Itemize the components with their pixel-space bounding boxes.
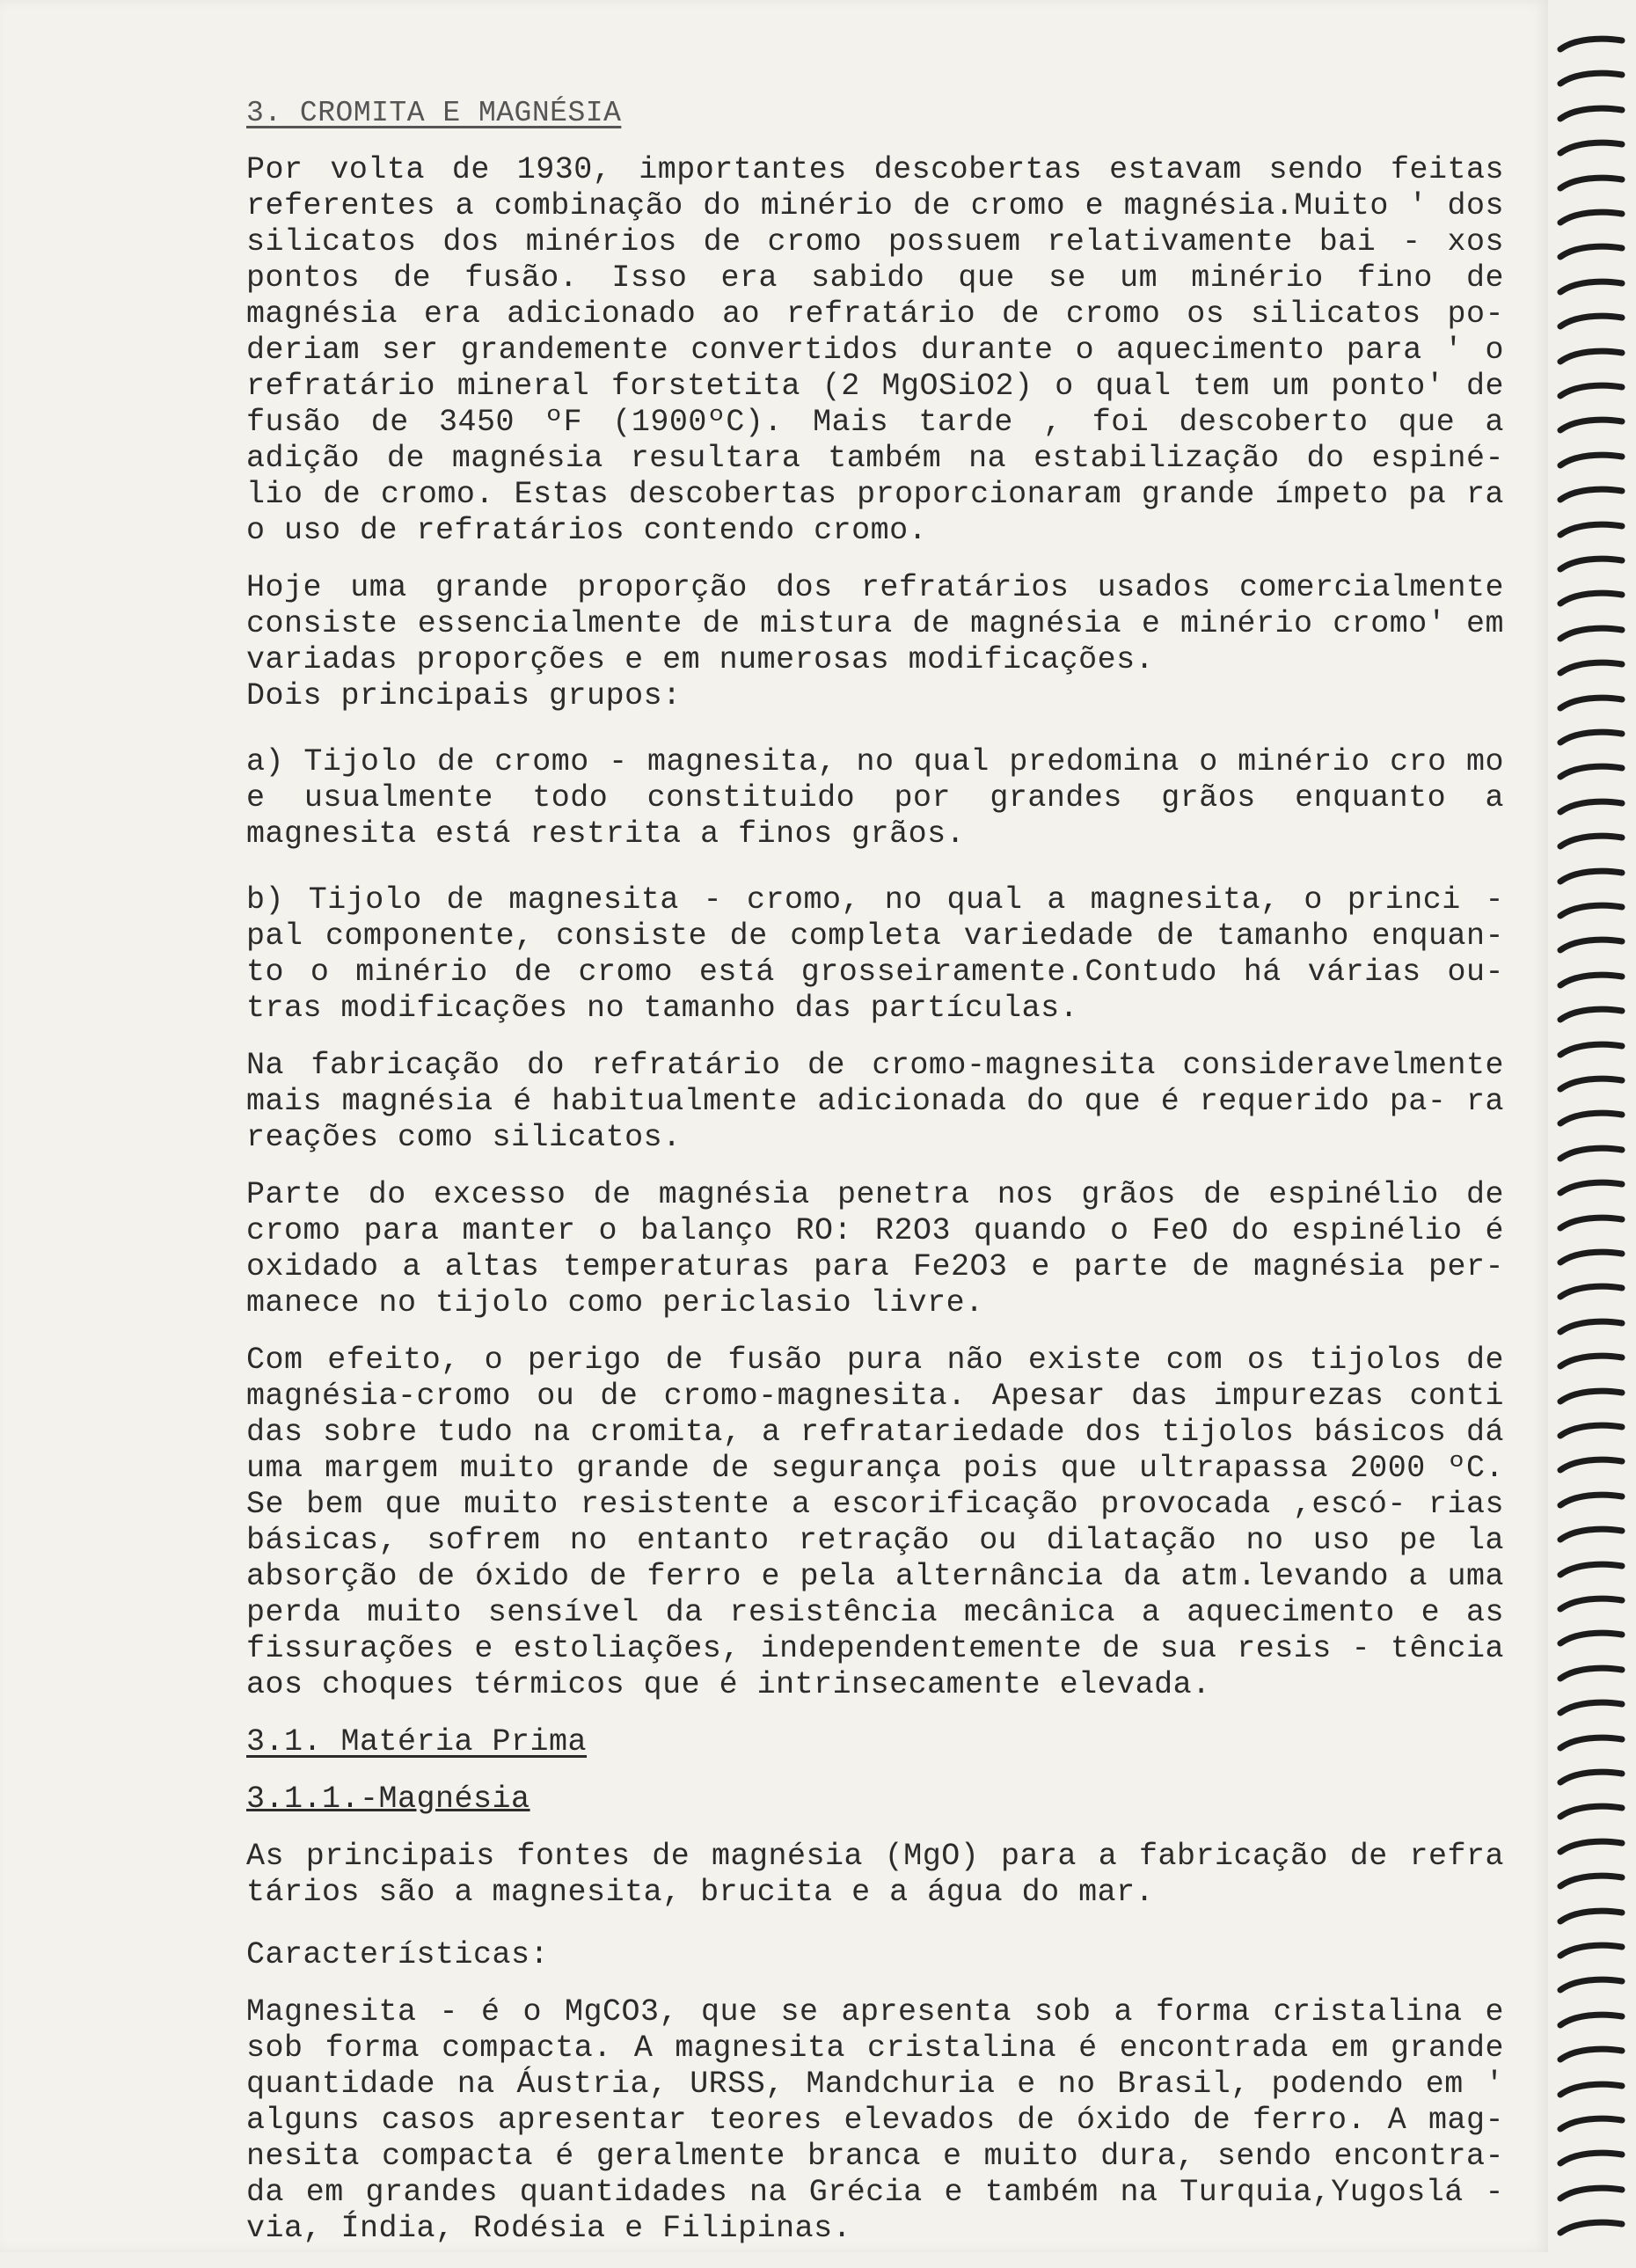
document-body xyxy=(246,95,1523,2268)
binding-coil xyxy=(1557,867,1627,887)
binding-coil xyxy=(1557,2219,1627,2238)
binding-coil xyxy=(1557,728,1627,748)
paragraph-2: Hoje uma grande proporção dos refratários usados comercialmente consiste essencialmente de mistura de magnésia e minério cromo' em variadas proporções e em numerosas modificações. Dois principais grupos: xyxy=(246,570,1504,713)
binding-coil xyxy=(1557,659,1627,678)
binding-coil xyxy=(1557,1664,1627,1684)
binding-coil xyxy=(1557,2081,1627,2100)
binding-coil xyxy=(1557,1075,1627,1094)
binding-coil xyxy=(1557,1041,1627,1060)
binding-coil xyxy=(1557,1352,1627,1372)
paragraph-sources: As principais fontes de magnésia (MgO) para a fabricação de refra tários são a magnesita, brucita e a água do mar. xyxy=(246,1839,1523,1910)
binding-coil xyxy=(1557,832,1627,852)
binding-coil xyxy=(1557,1976,1627,1995)
binding-coil xyxy=(1557,1491,1627,1511)
binding-coil xyxy=(1557,174,1627,194)
binding-coil xyxy=(1557,936,1627,955)
binding-coil xyxy=(1557,1006,1627,1025)
binding-coil xyxy=(1557,1872,1627,1891)
binding-coil xyxy=(1557,589,1627,609)
binding-coil xyxy=(1557,1422,1627,1441)
binding-coil xyxy=(1557,35,1627,55)
binding-coil xyxy=(1557,1387,1627,1407)
binding-coil xyxy=(1557,1283,1627,1302)
binding-coil xyxy=(1557,278,1627,297)
binding-coil xyxy=(1557,2011,1627,2030)
binding-coil xyxy=(1557,798,1627,817)
binding-coil xyxy=(1557,1838,1627,1857)
binding-coil xyxy=(1557,555,1627,574)
list-item-b: b) Tijolo de magnesita - cromo, no qual a magnesita, o princi - pal componente, consiste de completa variedade de tamanho enquan- to o minério de cromo está grosseiramente.Contudo há várias ou- tras modificações no tamanho das partículas. xyxy=(246,882,1523,1026)
paragraph-5: Com efeito, o perigo de fusão pura não existe com os tijolos de magnésia-cromo ou de cromo-magnesita. Apesar das impurezas conti das sobre tudo na cromita, a refratariedade dos tijolos básicos dá uma margem muito grande de segurança pois que ultrapassa 2000 ºC. Se bem que muito resistente a escorificação provocada ,escó- rias básicas, sofrem no entanto retração ou dilatação no uso pe la absorção de óxido de ferro e pela alternância da atm.levando a uma perda muito sensível da resistência mecânica a aquecimento e as fissurações e estoliações, independentemente de sua resis - tência aos choques térmicos que é intrinsecamente elevada. xyxy=(246,1343,1523,1702)
binding-coil xyxy=(1557,1145,1627,1164)
binding-coil xyxy=(1557,1803,1627,1822)
binding-coil xyxy=(1557,1699,1627,1718)
binding-coil xyxy=(1557,1525,1627,1545)
paragraph-3: Na fabricação do refratário de cromo-magnesita consideravelmente mais magnésia é habitualmente adicionada do que é requerido pa- ra reações como silicatos. xyxy=(246,1048,1523,1155)
binding-coil xyxy=(1557,1629,1627,1649)
binding-coil xyxy=(1557,902,1627,921)
binding-coil xyxy=(1557,1942,1627,1961)
spiral-binding xyxy=(1539,0,1636,2252)
binding-coil xyxy=(1557,209,1627,228)
binding-coil xyxy=(1557,1179,1627,1198)
paragraph-1: Por volta de 1930, importantes descobertas estavam sendo feitas referentes a combinação do minério de cromo e magnésia.Muito ' dos silicatos dos minérios de cromo possuem relativamente bai - xos pontos de fusão. Isso era sabido que se um minério fino de magnésia era adicionado ao refratário de cromo os silicatos po- deriam ser grandemente convertidos durante o aquecimento para ' o refratário mineral forstetita (2 MgOSiO2) o qual tem um ponto' de fusão de 3450 ºF (1900ºC). Mais tarde , foi descoberto que a adição de magnésia resultara também na estabilização do espiné- lio de cromo. Estas descobertas proporcionaram grande ímpeto pa ra o uso de refratários contendo cromo. xyxy=(246,152,1523,548)
binding-coil xyxy=(1557,2149,1627,2169)
subsubsection-title: 3.1.1.-Magnésia xyxy=(246,1781,530,1817)
binding-coil xyxy=(1557,2045,1627,2065)
binding-coil xyxy=(1557,1109,1627,1129)
binding-coil xyxy=(1557,2184,1627,2204)
list-item-a: a) Tijolo de cromo - magnesita, no qual predomina o minério cro mo e usualmente todo constituido por grandes grãos enquanto a magnesita está restrita a finos grãos. xyxy=(246,744,1523,852)
paragraph-4: Parte do excesso de magnésia penetra nos grãos de espinélio de cromo para manter o balanço RO: R2O3 quando o FeO do espinélio é oxidado a altas temperaturas para Fe2O3 e parte de magnésia per- manece no tijolo como periclasio livre. xyxy=(246,1177,1523,1321)
binding-coil xyxy=(1557,971,1627,991)
section-title: 3. CROMITA E MAGNÉSIA xyxy=(246,97,622,129)
binding-coil xyxy=(1557,348,1627,367)
binding-coil xyxy=(1557,1248,1627,1268)
binding-coil xyxy=(1557,763,1627,782)
binding-coil xyxy=(1557,1214,1627,1233)
binding-coil xyxy=(1557,105,1627,124)
binding-coil xyxy=(1557,416,1627,435)
paragraph-magnesita: Magnesita - é o MgCO3, que se apresenta sob a forma cristalina e sob forma compacta. A magnesita cristalina é encontrada em grande quantidade na Áustria, URSS, Mandchuria e no Brasil, podendo em ' alguns casos apresentar teores elevados de óxido de ferro. A mag- nesita compacta é geralmente branca e muito dura, sendo encontra- da em grandes quantidades na Grécia e também na Turquia,Yugoslá - via, Índia, Rodésia e Filipinas. xyxy=(246,1994,1523,2246)
binding-coil xyxy=(1557,521,1627,540)
binding-coil xyxy=(1557,2115,1627,2134)
binding-coil xyxy=(1557,486,1627,505)
binding-coil xyxy=(1557,1456,1627,1475)
subsection-title: 3.1. Matéria Prima xyxy=(246,1724,588,1760)
binding-coil xyxy=(1557,694,1627,713)
binding-coil xyxy=(1557,451,1627,471)
characteristics-label: Características: xyxy=(246,1937,550,1972)
binding-coil xyxy=(1557,1768,1627,1788)
binding-coil xyxy=(1557,312,1627,332)
binding-coil xyxy=(1557,70,1627,89)
binding-coil xyxy=(1557,139,1627,158)
binding-coil xyxy=(1557,382,1627,401)
binding-coil xyxy=(1557,1907,1627,1927)
binding-coil xyxy=(1557,1595,1627,1614)
binding-coil xyxy=(1557,1561,1627,1580)
binding-coil xyxy=(1557,1734,1627,1753)
binding-coil xyxy=(1557,243,1627,262)
binding-coil xyxy=(1557,1318,1627,1337)
binding-coil xyxy=(1557,625,1627,644)
